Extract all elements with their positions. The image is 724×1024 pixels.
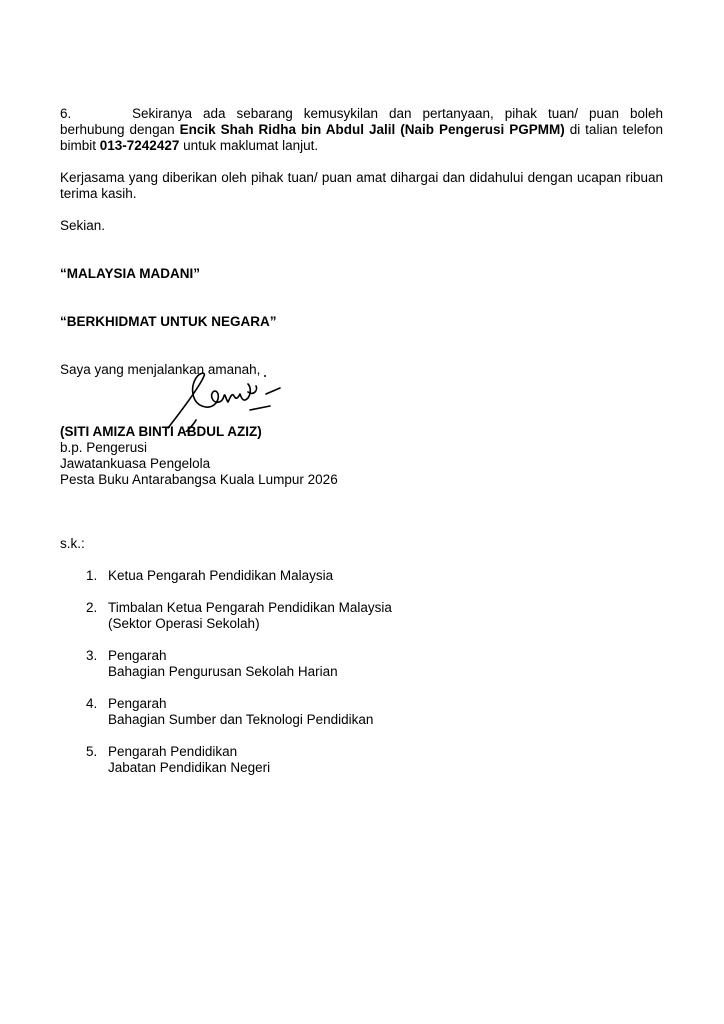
paragraph-6-text-1: Sekiranya ada sebarang kemusykilan dan pertanyaan, pihak tuan/ puan boleh berhubung dengan: [60, 106, 663, 137]
cc-item-line: Ketua Pengarah Pendidikan Malaysia: [108, 568, 334, 583]
contact-person: Encik Shah Ridha bin Abdul Jalil (Naib Pengerusi PGPMM): [179, 122, 565, 137]
cc-item-line: Bahagian Sumber dan Teknologi Pendidikan: [108, 712, 374, 727]
cc-item-number: 1.: [86, 568, 98, 583]
cc-item-line: Timbalan Ketua Pengarah Pendidikan Malaysia: [108, 600, 392, 615]
signatory-name: (SITI AMIZA BINTI ABDUL AZIZ): [60, 424, 262, 439]
cc-item-line: (Sektor Operasi Sekolah): [108, 616, 260, 631]
cc-item-line: Pengarah: [108, 696, 167, 711]
signatory-block: [60, 424, 663, 488]
cc-item-number: 3.: [86, 648, 98, 663]
thanks-paragraph: Kerjasama yang diberikan oleh pihak tuan/ puan amat dihargai dan didahului dengan ucapan ribuan terima kasih.: [60, 170, 663, 201]
contact-phone: 013-7242427: [99, 138, 180, 153]
cc-item-number: 4.: [86, 696, 98, 711]
cc-item-line: Pengarah: [108, 648, 167, 663]
signatory-line: Pesta Buku Antarabangsa Kuala Lumpur 2026: [60, 472, 338, 487]
signatory-line: Jawatankuasa Pengelola: [60, 456, 211, 471]
handwritten-signature: [130, 370, 300, 432]
cc-item-number: 5.: [86, 744, 98, 759]
paragraph-number: 6.: [60, 106, 72, 121]
cc-item: [60, 696, 663, 728]
cc-item: [60, 744, 663, 776]
cc-item-line: Pengarah Pendidikan: [108, 744, 238, 759]
closing-text: Sekian.: [60, 218, 106, 233]
slogan-malaysia-madani: “MALAYSIA MADANI”: [60, 266, 201, 281]
cc-list: [60, 568, 663, 776]
cc-item: [60, 568, 663, 584]
signatory-line: b.p. Pengerusi: [60, 440, 148, 455]
paragraph-6-text-2: di talian telefon bimbit: [60, 122, 663, 153]
sign-off-text: Saya yang menjalankan amanah,: [60, 362, 261, 377]
cc-label: s.k.:: [60, 536, 85, 551]
letter-page: [60, 106, 663, 792]
signature-area: [60, 362, 663, 424]
cc-item-line: Jabatan Pendidikan Negeri: [108, 760, 271, 775]
paragraph-6-text-3: untuk maklumat lanjut.: [179, 138, 319, 153]
slogan-berkhidmat: “BERKHIDMAT UNTUK NEGARA”: [60, 314, 277, 329]
cc-item-number: 2.: [86, 600, 98, 615]
paragraph-6: [60, 106, 663, 154]
cc-item-line: Bahagian Pengurusan Sekolah Harian: [108, 664, 338, 679]
cc-item: [60, 648, 663, 680]
cc-item: [60, 600, 663, 632]
